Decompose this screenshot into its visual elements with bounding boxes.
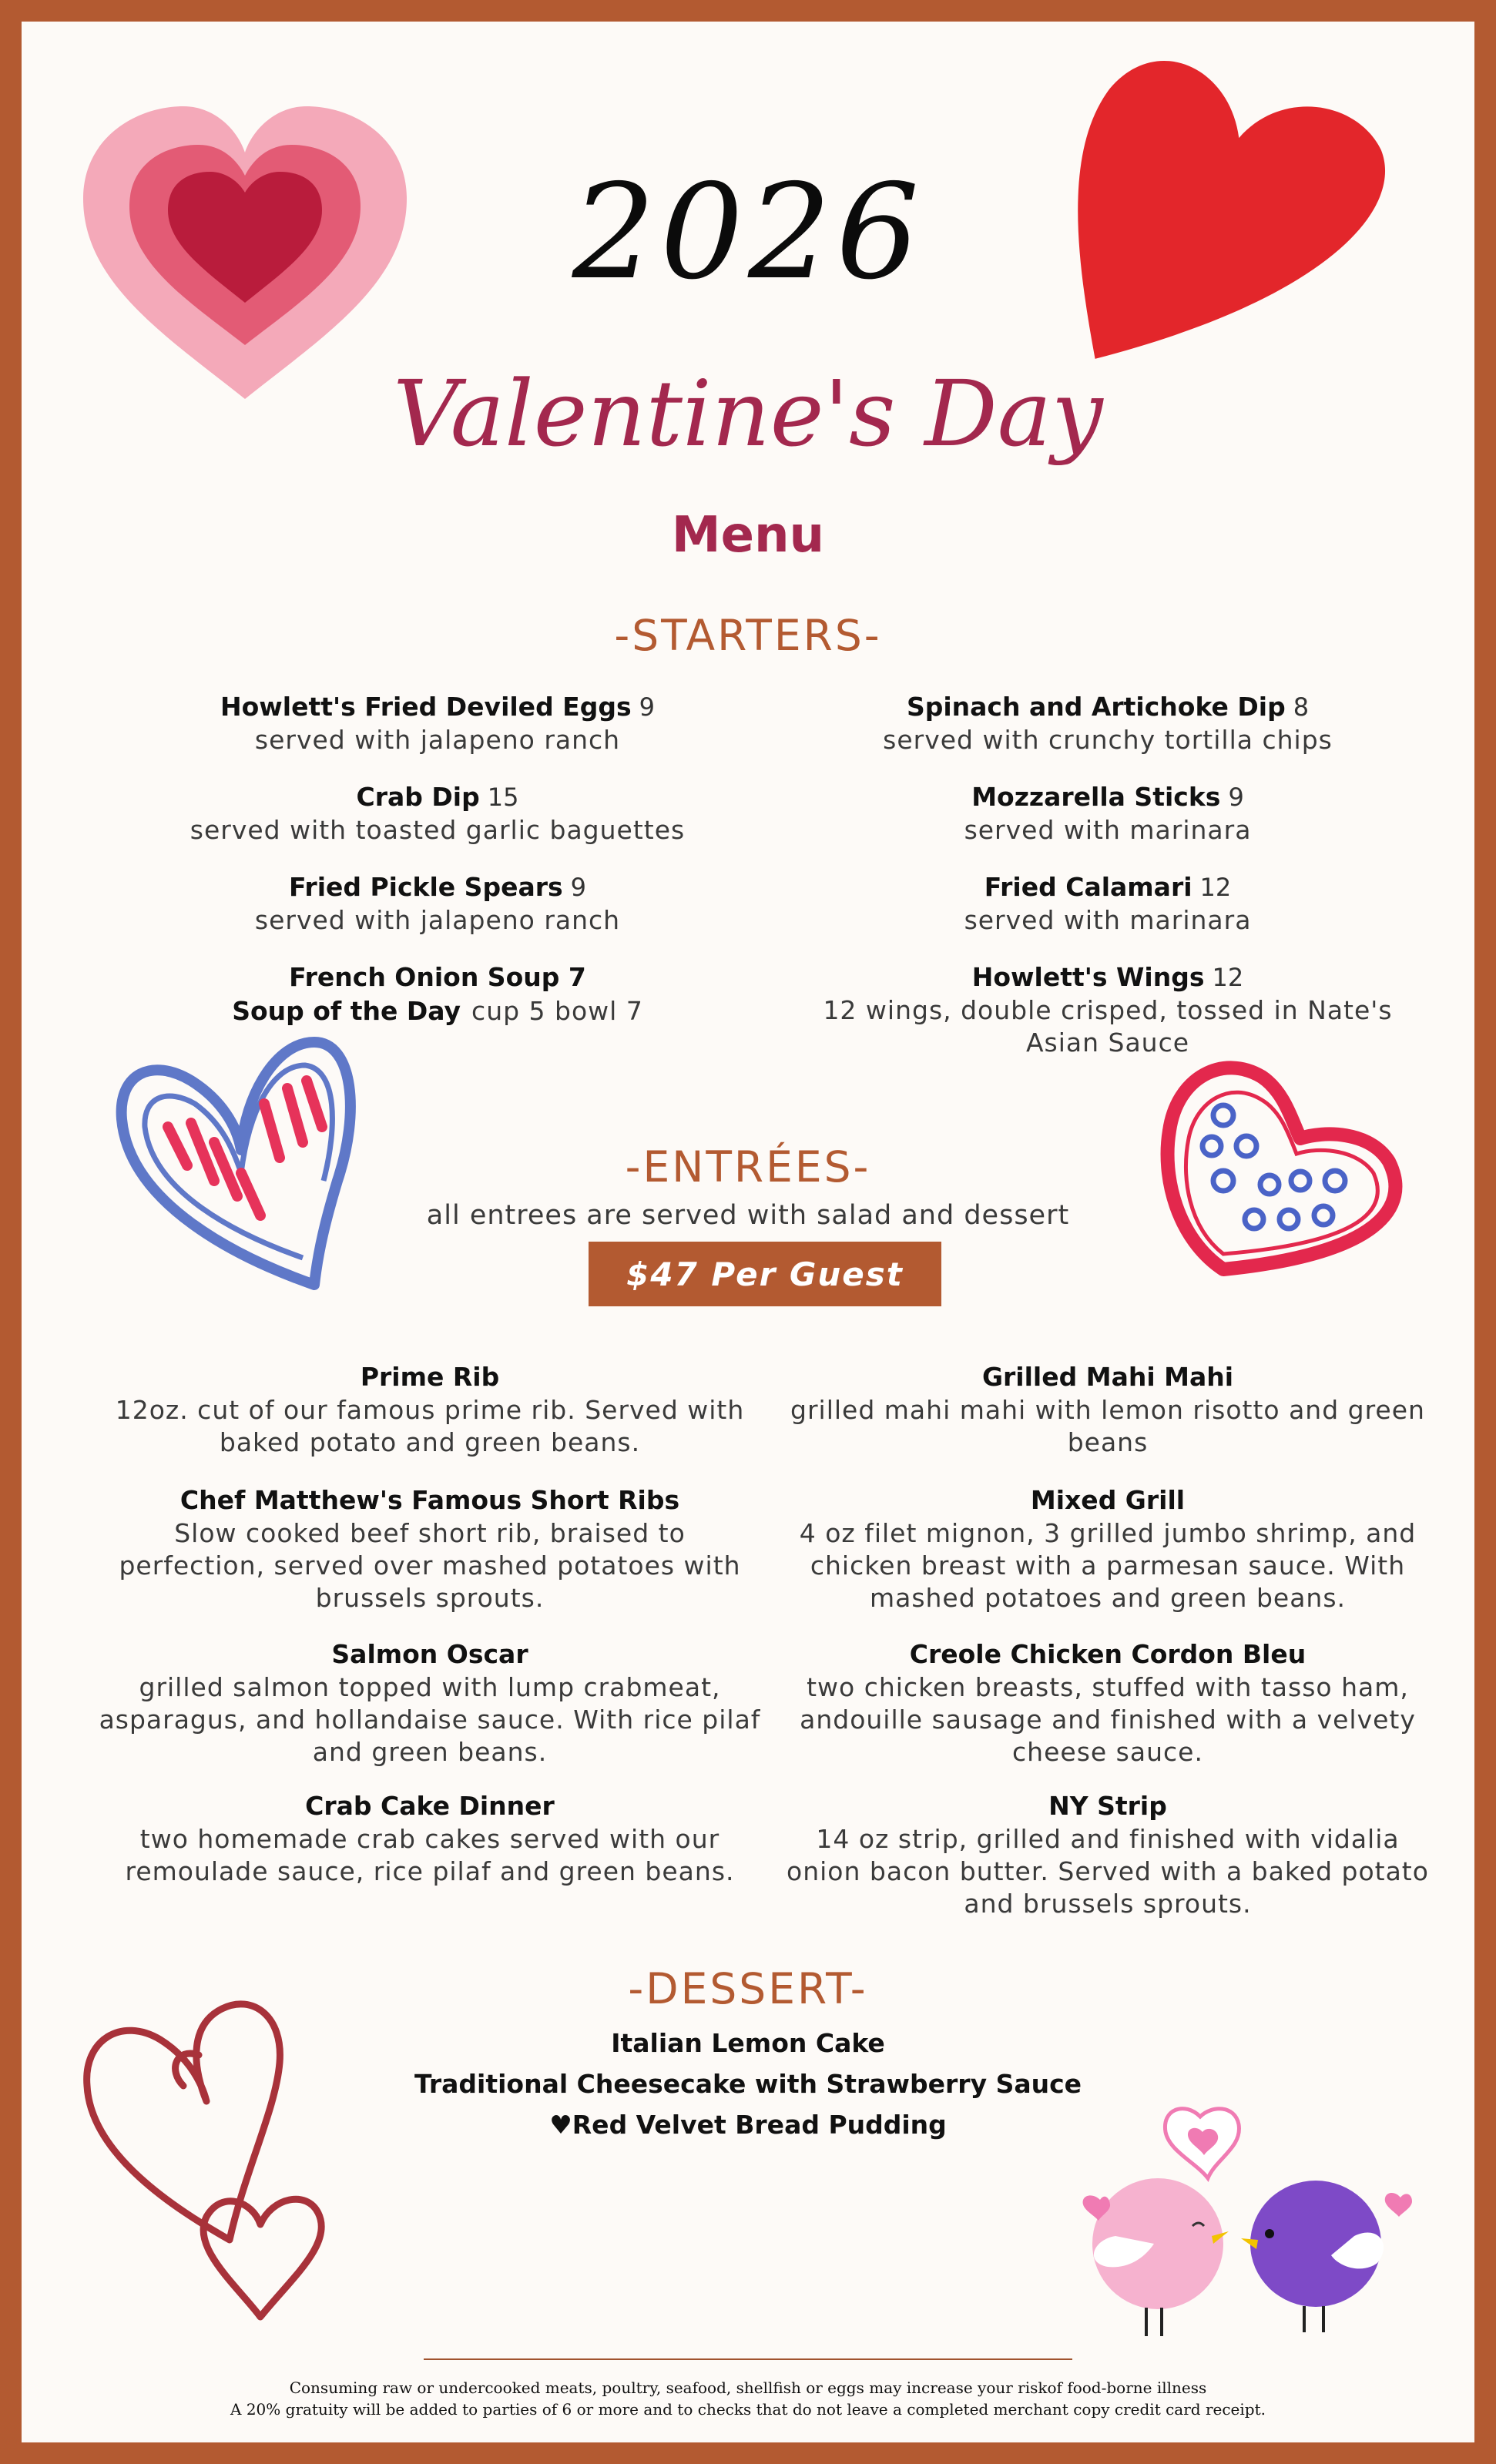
item-desc: 14 oz strip, grilled and finished with vidalia onion bacon butter. Served with a baked potato and brussels sprouts. xyxy=(787,1824,1429,1919)
dessert-item: ♥Red Velvet Bread Pudding xyxy=(549,2110,947,2140)
item-name: Crab Dip xyxy=(356,782,480,812)
item-desc: served with marinara xyxy=(964,905,1252,935)
starter-item xyxy=(91,690,784,756)
item-price: 15 xyxy=(487,783,519,812)
entree-item xyxy=(99,1638,761,1768)
item-desc: served with crunchy tortilla chips xyxy=(883,725,1333,755)
dessert-item: Italian Lemon Cake xyxy=(611,2028,885,2058)
item-price: 9 xyxy=(1228,783,1244,812)
menu-subtitle: Menu xyxy=(671,507,825,564)
item-name: Mozzarella Sticks xyxy=(971,782,1221,812)
item-desc: served with toasted garlic baguettes xyxy=(190,815,686,845)
entree-item xyxy=(777,1483,1439,1614)
item-name: Salmon Oscar xyxy=(331,1639,528,1669)
item-name: Creole Chicken Cordon Bleu xyxy=(909,1639,1306,1669)
entree-item xyxy=(777,1789,1439,1920)
item-price: 9 xyxy=(639,692,655,722)
item-desc: grilled mahi mahi with lemon risotto and green beans xyxy=(790,1395,1425,1457)
item-desc: grilled salmon topped with lump crabmeat, asparagus, and hollandaise sauce. With rice pilaf and green beans. xyxy=(99,1672,761,1767)
menu-year: 2026 xyxy=(572,156,924,309)
item-desc: two homemade crab cakes served with our remoulade sauce, rice pilaf and green beans. xyxy=(125,1824,735,1886)
item-price: 12 xyxy=(1212,963,1244,992)
item-name: French Onion Soup 7 xyxy=(289,962,586,992)
item-desc: cup 5 bowl 7 xyxy=(471,996,643,1026)
entree-item xyxy=(99,1360,761,1459)
item-desc: 12 wings, double crisped, tossed in Nate's Asian Sauce xyxy=(823,995,1393,1058)
footer-disclaimer: Consuming raw or undercooked meats, poultry, seafood, shellfish or eggs may increase your riskof food-borne illness xyxy=(289,2379,1207,2397)
dessert-heading: -DESSERT- xyxy=(628,1964,868,2013)
dessert-item: Traditional Cheesecake with Strawberry Sauce xyxy=(414,2069,1082,2099)
entrees-note: all entrees are served with salad and dessert xyxy=(426,1200,1070,1231)
entree-item xyxy=(777,1638,1439,1768)
item-desc: 12oz. cut of our famous prime rib. Served with baked potato and green beans. xyxy=(115,1395,745,1457)
footer-gratuity-note: A 20% gratuity will be added to parties of 6 or more and to checks that do not leave a completed merchant copy credit card receipt. xyxy=(230,2400,1266,2419)
item-name: Chef Matthew's Famous Short Ribs xyxy=(179,1485,680,1515)
starters-heading: -STARTERS- xyxy=(614,611,882,660)
item-name: Fried Pickle Spears xyxy=(288,872,563,902)
item-name: Howlett's Wings xyxy=(971,962,1205,992)
price-per-guest-badge: $47 Per Guest xyxy=(589,1242,941,1306)
item-name: Soup of the Day xyxy=(232,996,461,1026)
starter-item xyxy=(91,870,784,937)
item-price: 12 xyxy=(1199,873,1232,902)
item-name: Spinach and Artichoke Dip xyxy=(906,692,1286,722)
entree-item xyxy=(777,1360,1439,1459)
item-name: Prime Rib xyxy=(360,1362,500,1392)
entree-item xyxy=(99,1483,761,1614)
item-price: 9 xyxy=(570,873,586,902)
starter-item xyxy=(777,690,1439,756)
item-desc: 4 oz filet mignon, 3 grilled jumbo shrimp, and chicken breast with a parmesan sauce. With mashed potatoes and green beans. xyxy=(799,1518,1417,1613)
item-desc: served with jalapeno ranch xyxy=(254,725,621,755)
starter-item xyxy=(91,960,784,1028)
item-desc: served with jalapeno ranch xyxy=(254,905,621,935)
item-name: NY Strip xyxy=(1048,1791,1167,1821)
footer-divider xyxy=(424,2358,1072,2360)
item-desc: served with marinara xyxy=(964,815,1252,845)
menu-page xyxy=(22,22,1474,2442)
item-name: Fried Calamari xyxy=(984,872,1192,902)
starter-item xyxy=(777,870,1439,937)
menu-title: Valentine's Day xyxy=(393,360,1103,467)
starter-item xyxy=(91,780,784,846)
item-name: Crab Cake Dinner xyxy=(305,1791,555,1821)
entrees-heading: -ENTRÉES- xyxy=(625,1142,871,1192)
item-price: 8 xyxy=(1293,692,1310,722)
item-name: Mixed Grill xyxy=(1030,1485,1186,1515)
item-name: Grilled Mahi Mahi xyxy=(981,1362,1234,1392)
item-desc: Slow cooked beef short rib, braised to perfection, served over mashed potatoes with brussels sprouts. xyxy=(119,1518,741,1613)
entree-item xyxy=(99,1789,761,1888)
starter-item xyxy=(807,960,1408,1059)
item-desc: two chicken breasts, stuffed with tasso ham, andouille sausage and finished with a velvety cheese sauce. xyxy=(800,1672,1416,1767)
item-name: Howlett's Fried Deviled Eggs xyxy=(220,692,632,722)
starter-item xyxy=(777,780,1439,846)
